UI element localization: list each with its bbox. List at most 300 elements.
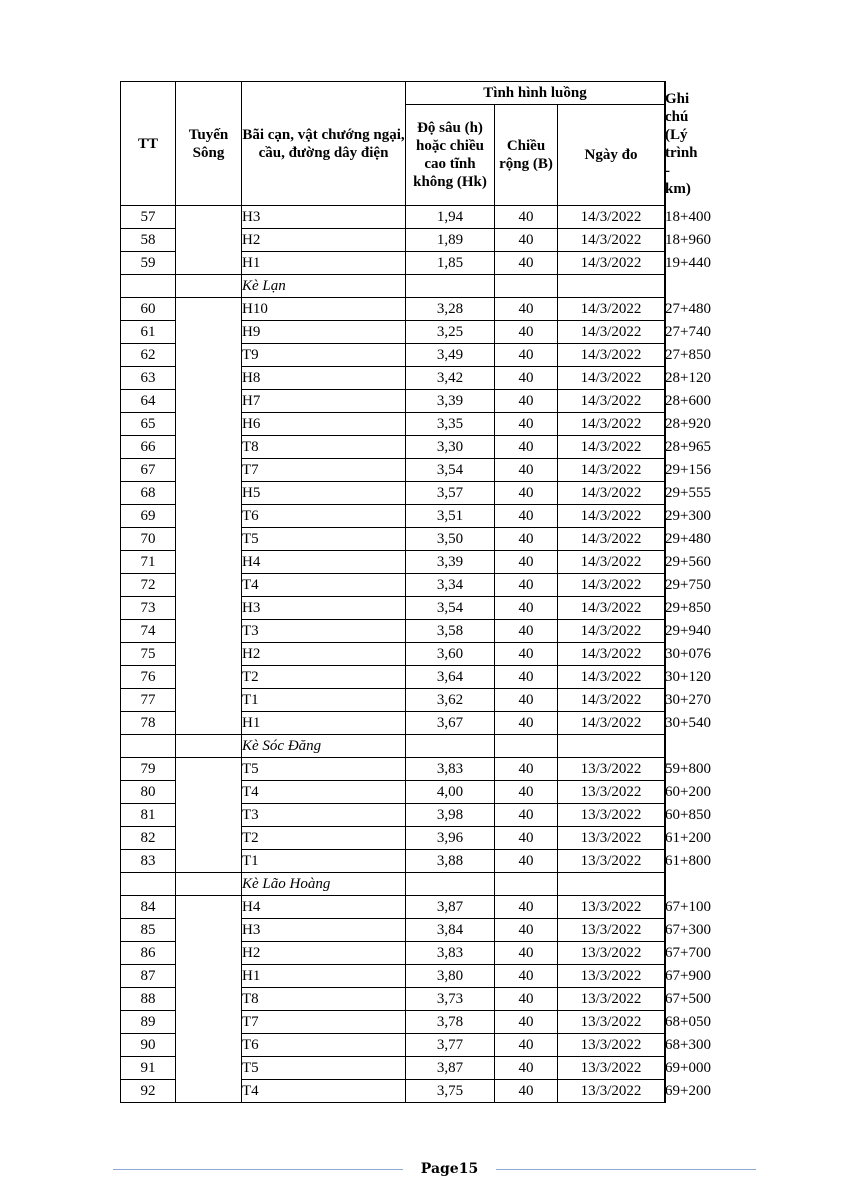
cell-tt: 67 bbox=[121, 459, 176, 482]
cell-tuyen-song bbox=[176, 367, 242, 390]
cell-date: 13/3/2022 bbox=[558, 1011, 665, 1034]
cell-depth: 3,75 bbox=[406, 1080, 495, 1103]
cell-depth: 1,94 bbox=[406, 206, 495, 229]
section-row bbox=[121, 275, 666, 298]
cell-name: T2 bbox=[242, 827, 406, 850]
cell-date: 14/3/2022 bbox=[558, 367, 665, 390]
cell-name: H2 bbox=[242, 229, 406, 252]
cell-depth bbox=[406, 735, 495, 758]
cell-tuyen-song bbox=[176, 712, 242, 735]
cell-width: 40 bbox=[495, 781, 558, 804]
cell-note: 29+300 bbox=[665, 505, 666, 528]
cell-tt: 79 bbox=[121, 758, 176, 781]
cell-name: T7 bbox=[242, 1011, 406, 1034]
header-bai-can: Bãi cạn, vật chướng ngại, cầu, đường dây điện bbox=[242, 82, 406, 206]
cell-tt: 58 bbox=[121, 229, 176, 252]
cell-note: 69+000 bbox=[665, 1057, 666, 1080]
cell-depth: 3,25 bbox=[406, 321, 495, 344]
cell-date: 13/3/2022 bbox=[558, 942, 665, 965]
cell-date: 13/3/2022 bbox=[558, 1034, 665, 1057]
cell-depth: 3,83 bbox=[406, 758, 495, 781]
cell-tt: 73 bbox=[121, 597, 176, 620]
cell-tuyen-song bbox=[176, 344, 242, 367]
cell-note: 68+050 bbox=[665, 1011, 666, 1034]
cell-name: H3 bbox=[242, 919, 406, 942]
header-tinh-hinh-luong: Tình hình luồng bbox=[406, 82, 665, 105]
cell-depth: 1,85 bbox=[406, 252, 495, 275]
cell-width: 40 bbox=[495, 919, 558, 942]
cell-width: 40 bbox=[495, 620, 558, 643]
table-row bbox=[121, 298, 666, 321]
cell-name: H8 bbox=[242, 367, 406, 390]
cell-tuyen-song bbox=[176, 229, 242, 252]
cell-note: 60+850 bbox=[665, 804, 666, 827]
cell-name: H1 bbox=[242, 252, 406, 275]
cell-width: 40 bbox=[495, 459, 558, 482]
cell-note: 18+400 bbox=[665, 206, 666, 229]
cell-note: 60+200 bbox=[665, 781, 666, 804]
table-row bbox=[121, 1011, 666, 1034]
cell-name: H3 bbox=[242, 206, 406, 229]
cell-width: 40 bbox=[495, 321, 558, 344]
cell-note: 28+120 bbox=[665, 367, 666, 390]
table-row bbox=[121, 344, 666, 367]
cell-depth: 3,39 bbox=[406, 390, 495, 413]
cell-depth: 4,00 bbox=[406, 781, 495, 804]
cell-name: H9 bbox=[242, 321, 406, 344]
cell-date: 14/3/2022 bbox=[558, 413, 665, 436]
cell-note: 61+800 bbox=[665, 850, 666, 873]
table-row bbox=[121, 574, 666, 597]
cell-tuyen-song bbox=[176, 390, 242, 413]
cell-name: T9 bbox=[242, 344, 406, 367]
cell-note: 28+600 bbox=[665, 390, 666, 413]
cell-tt: 92 bbox=[121, 1080, 176, 1103]
cell-depth: 3,88 bbox=[406, 850, 495, 873]
cell-tuyen-song bbox=[176, 689, 242, 712]
cell-tt: 74 bbox=[121, 620, 176, 643]
cell-width: 40 bbox=[495, 229, 558, 252]
cell-width: 40 bbox=[495, 482, 558, 505]
cell-tuyen-song bbox=[176, 551, 242, 574]
cell-date: 13/3/2022 bbox=[558, 1057, 665, 1080]
cell-depth: 3,49 bbox=[406, 344, 495, 367]
cell-width: 40 bbox=[495, 689, 558, 712]
cell-tuyen-song bbox=[176, 781, 242, 804]
table-header bbox=[121, 82, 698, 206]
cell-note: 29+940 bbox=[665, 620, 666, 643]
table-row bbox=[121, 804, 666, 827]
cell-date: 14/3/2022 bbox=[558, 666, 665, 689]
cell-width: 40 bbox=[495, 643, 558, 666]
cell-depth: 3,67 bbox=[406, 712, 495, 735]
cell-note: 29+156 bbox=[665, 459, 666, 482]
table-row bbox=[121, 206, 666, 229]
cell-width bbox=[495, 873, 558, 896]
table-row bbox=[121, 551, 666, 574]
page-number: Page15 bbox=[420, 1161, 479, 1177]
cell-name: T3 bbox=[242, 804, 406, 827]
cell-depth: 3,77 bbox=[406, 1034, 495, 1057]
cell-note: 67+300 bbox=[665, 919, 666, 942]
cell-tuyen-song bbox=[176, 919, 242, 942]
cell-width bbox=[495, 275, 558, 298]
cell-tuyen-song bbox=[176, 666, 242, 689]
cell-depth: 3,50 bbox=[406, 528, 495, 551]
cell-note: 30+076 bbox=[665, 643, 666, 666]
table-row bbox=[121, 505, 666, 528]
cell-width: 40 bbox=[495, 344, 558, 367]
cell-tt: 78 bbox=[121, 712, 176, 735]
cell-date: 14/3/2022 bbox=[558, 344, 665, 367]
cell-width: 40 bbox=[495, 367, 558, 390]
cell-date: 14/3/2022 bbox=[558, 689, 665, 712]
cell-depth: 3,80 bbox=[406, 965, 495, 988]
cell-name: H4 bbox=[242, 551, 406, 574]
cell-tuyen-song bbox=[176, 505, 242, 528]
cell-width: 40 bbox=[495, 252, 558, 275]
cell-width: 40 bbox=[495, 827, 558, 850]
cell-note: 29+850 bbox=[665, 597, 666, 620]
cell-name: H5 bbox=[242, 482, 406, 505]
section-title: Kè Lão Hoàng bbox=[242, 873, 406, 896]
cell-tuyen-song bbox=[176, 643, 242, 666]
cell-depth: 3,64 bbox=[406, 666, 495, 689]
cell-depth: 3,73 bbox=[406, 988, 495, 1011]
cell-tt bbox=[121, 735, 176, 758]
cell-tuyen-song bbox=[176, 275, 242, 298]
cell-date: 14/3/2022 bbox=[558, 229, 665, 252]
cell-note: 29+750 bbox=[665, 574, 666, 597]
table-body bbox=[121, 206, 711, 1103]
cell-date: 14/3/2022 bbox=[558, 528, 665, 551]
section-row bbox=[121, 735, 666, 758]
cell-depth: 3,51 bbox=[406, 505, 495, 528]
table-row bbox=[121, 413, 666, 436]
cell-note: 67+900 bbox=[665, 965, 666, 988]
cell-tuyen-song bbox=[176, 321, 242, 344]
cell-depth: 1,89 bbox=[406, 229, 495, 252]
table-row bbox=[121, 643, 666, 666]
cell-width: 40 bbox=[495, 666, 558, 689]
cell-date bbox=[558, 735, 665, 758]
cell-tuyen-song bbox=[176, 896, 242, 919]
cell-width: 40 bbox=[495, 758, 558, 781]
cell-width: 40 bbox=[495, 1034, 558, 1057]
cell-name: T8 bbox=[242, 436, 406, 459]
cell-width: 40 bbox=[495, 390, 558, 413]
table-row bbox=[121, 689, 666, 712]
cell-width: 40 bbox=[495, 298, 558, 321]
header-chieu-rong: Chiều rộng (B) bbox=[495, 105, 558, 206]
table-row bbox=[121, 229, 666, 252]
cell-depth: 3,60 bbox=[406, 643, 495, 666]
cell-tuyen-song bbox=[176, 850, 242, 873]
cell-tt: 85 bbox=[121, 919, 176, 942]
cell-tt: 82 bbox=[121, 827, 176, 850]
table-row bbox=[121, 367, 666, 390]
section-title: Kè Sóc Đăng bbox=[242, 735, 406, 758]
table-row bbox=[121, 758, 666, 781]
cell-depth: 3,34 bbox=[406, 574, 495, 597]
cell-name: T6 bbox=[242, 1034, 406, 1057]
cell-date: 13/3/2022 bbox=[558, 758, 665, 781]
cell-tuyen-song bbox=[176, 735, 242, 758]
cell-name: H10 bbox=[242, 298, 406, 321]
table-row bbox=[121, 1080, 666, 1103]
cell-note: 30+120 bbox=[665, 666, 666, 689]
table-row bbox=[121, 781, 666, 804]
cell-note: 68+300 bbox=[665, 1034, 666, 1057]
cell-tt: 90 bbox=[121, 1034, 176, 1057]
cell-depth: 3,96 bbox=[406, 827, 495, 850]
cell-date: 13/3/2022 bbox=[558, 781, 665, 804]
table-row bbox=[121, 1034, 666, 1057]
cell-tuyen-song bbox=[176, 528, 242, 551]
table-row bbox=[121, 712, 666, 735]
cell-name: T4 bbox=[242, 1080, 406, 1103]
cell-date: 13/3/2022 bbox=[558, 965, 665, 988]
table-row bbox=[121, 942, 666, 965]
cell-date: 13/3/2022 bbox=[558, 1080, 665, 1103]
cell-width: 40 bbox=[495, 965, 558, 988]
cell-name: T4 bbox=[242, 781, 406, 804]
cell-note: 29+555 bbox=[665, 482, 666, 505]
cell-tt: 83 bbox=[121, 850, 176, 873]
cell-note: 29+480 bbox=[665, 528, 666, 551]
cell-tt: 87 bbox=[121, 965, 176, 988]
cell-note: 18+960 bbox=[665, 229, 666, 252]
table-row bbox=[121, 827, 666, 850]
footer-rule-right bbox=[496, 1169, 756, 1170]
cell-date: 14/3/2022 bbox=[558, 321, 665, 344]
header-tt: TT bbox=[121, 82, 176, 206]
cell-depth: 3,98 bbox=[406, 804, 495, 827]
cell-note: 28+920 bbox=[665, 413, 666, 436]
cell-note: 28+965 bbox=[665, 436, 666, 459]
cell-tt: 84 bbox=[121, 896, 176, 919]
cell-tuyen-song bbox=[176, 758, 242, 781]
footer-rule-left bbox=[113, 1169, 403, 1170]
header-tuyen-song: Tuyến Sông bbox=[176, 82, 242, 206]
cell-tt: 81 bbox=[121, 804, 176, 827]
cell-width: 40 bbox=[495, 712, 558, 735]
cell-tuyen-song bbox=[176, 459, 242, 482]
cell-note bbox=[665, 275, 666, 298]
cell-date: 14/3/2022 bbox=[558, 482, 665, 505]
cell-date: 14/3/2022 bbox=[558, 206, 665, 229]
cell-date: 14/3/2022 bbox=[558, 551, 665, 574]
section-title: Kè Lạn bbox=[242, 275, 406, 298]
cell-note: 29+560 bbox=[665, 551, 666, 574]
cell-name: T6 bbox=[242, 505, 406, 528]
cell-width: 40 bbox=[495, 942, 558, 965]
cell-note: 67+700 bbox=[665, 942, 666, 965]
cell-date: 13/3/2022 bbox=[558, 988, 665, 1011]
cell-date: 13/3/2022 bbox=[558, 896, 665, 919]
cell-note: 59+800 bbox=[665, 758, 666, 781]
header-ngay-do: Ngày đo bbox=[558, 105, 665, 206]
cell-tt: 86 bbox=[121, 942, 176, 965]
cell-depth: 3,54 bbox=[406, 597, 495, 620]
cell-tt: 72 bbox=[121, 574, 176, 597]
cell-date bbox=[558, 873, 665, 896]
cell-tt: 80 bbox=[121, 781, 176, 804]
cell-name: T4 bbox=[242, 574, 406, 597]
cell-date: 13/3/2022 bbox=[558, 827, 665, 850]
cell-tt bbox=[121, 275, 176, 298]
cell-tuyen-song bbox=[176, 574, 242, 597]
cell-tuyen-song bbox=[176, 873, 242, 896]
cell-tt: 64 bbox=[121, 390, 176, 413]
cell-width bbox=[495, 735, 558, 758]
cell-width: 40 bbox=[495, 551, 558, 574]
cell-tt: 88 bbox=[121, 988, 176, 1011]
cell-width: 40 bbox=[495, 896, 558, 919]
cell-name: H2 bbox=[242, 643, 406, 666]
river-channel-table bbox=[120, 81, 711, 1103]
cell-tt: 69 bbox=[121, 505, 176, 528]
header-ghi-chu: Ghi chú (Lý trình - km) bbox=[665, 82, 666, 206]
cell-width: 40 bbox=[495, 988, 558, 1011]
cell-depth: 3,57 bbox=[406, 482, 495, 505]
cell-tuyen-song bbox=[176, 597, 242, 620]
cell-tt: 77 bbox=[121, 689, 176, 712]
cell-width: 40 bbox=[495, 1080, 558, 1103]
cell-depth: 3,30 bbox=[406, 436, 495, 459]
table-row bbox=[121, 965, 666, 988]
cell-tt: 62 bbox=[121, 344, 176, 367]
cell-depth: 3,54 bbox=[406, 459, 495, 482]
cell-name: H1 bbox=[242, 712, 406, 735]
cell-date: 14/3/2022 bbox=[558, 712, 665, 735]
cell-tt: 75 bbox=[121, 643, 176, 666]
cell-note: 67+100 bbox=[665, 896, 666, 919]
cell-tuyen-song bbox=[176, 942, 242, 965]
cell-date: 14/3/2022 bbox=[558, 597, 665, 620]
cell-note bbox=[665, 873, 666, 896]
cell-tt: 60 bbox=[121, 298, 176, 321]
cell-tt: 71 bbox=[121, 551, 176, 574]
table-row bbox=[121, 459, 666, 482]
cell-width: 40 bbox=[495, 804, 558, 827]
cell-width: 40 bbox=[495, 206, 558, 229]
cell-date: 14/3/2022 bbox=[558, 643, 665, 666]
cell-tt: 63 bbox=[121, 367, 176, 390]
cell-note: 27+480 bbox=[665, 298, 666, 321]
cell-name: T1 bbox=[242, 689, 406, 712]
cell-date: 14/3/2022 bbox=[558, 390, 665, 413]
cell-name: T1 bbox=[242, 850, 406, 873]
cell-name: T3 bbox=[242, 620, 406, 643]
cell-tuyen-song bbox=[176, 482, 242, 505]
cell-tt bbox=[121, 873, 176, 896]
cell-name: T2 bbox=[242, 666, 406, 689]
cell-depth: 3,84 bbox=[406, 919, 495, 942]
cell-name: T7 bbox=[242, 459, 406, 482]
cell-note bbox=[665, 735, 666, 758]
table-row bbox=[121, 850, 666, 873]
cell-date: 13/3/2022 bbox=[558, 850, 665, 873]
cell-note: 61+200 bbox=[665, 827, 666, 850]
table-row bbox=[121, 252, 666, 275]
cell-width: 40 bbox=[495, 528, 558, 551]
cell-name: T5 bbox=[242, 528, 406, 551]
cell-date: 14/3/2022 bbox=[558, 505, 665, 528]
cell-tt: 66 bbox=[121, 436, 176, 459]
cell-depth: 3,28 bbox=[406, 298, 495, 321]
cell-date: 14/3/2022 bbox=[558, 459, 665, 482]
table-row bbox=[121, 988, 666, 1011]
cell-note: 30+270 bbox=[665, 689, 666, 712]
table-row bbox=[121, 896, 666, 919]
cell-tt: 76 bbox=[121, 666, 176, 689]
cell-tt: 91 bbox=[121, 1057, 176, 1080]
cell-width: 40 bbox=[495, 413, 558, 436]
page-footer bbox=[0, 1158, 849, 1182]
cell-tuyen-song bbox=[176, 413, 242, 436]
cell-date: 14/3/2022 bbox=[558, 298, 665, 321]
cell-name: T8 bbox=[242, 988, 406, 1011]
cell-depth: 3,83 bbox=[406, 942, 495, 965]
cell-width: 40 bbox=[495, 1011, 558, 1034]
cell-name: H7 bbox=[242, 390, 406, 413]
cell-depth: 3,39 bbox=[406, 551, 495, 574]
cell-tuyen-song bbox=[176, 1011, 242, 1034]
cell-note: 69+200 bbox=[665, 1080, 666, 1103]
cell-depth bbox=[406, 873, 495, 896]
table-row bbox=[121, 321, 666, 344]
cell-depth bbox=[406, 275, 495, 298]
cell-name: H6 bbox=[242, 413, 406, 436]
cell-tuyen-song bbox=[176, 827, 242, 850]
cell-date: 14/3/2022 bbox=[558, 436, 665, 459]
cell-tuyen-song bbox=[176, 1034, 242, 1057]
cell-depth: 3,87 bbox=[406, 896, 495, 919]
table-row bbox=[121, 436, 666, 459]
cell-tt: 65 bbox=[121, 413, 176, 436]
cell-tt: 57 bbox=[121, 206, 176, 229]
cell-width: 40 bbox=[495, 505, 558, 528]
table-row bbox=[121, 620, 666, 643]
table-row bbox=[121, 666, 666, 689]
cell-tuyen-song bbox=[176, 988, 242, 1011]
cell-name: H1 bbox=[242, 965, 406, 988]
cell-tuyen-song bbox=[176, 1057, 242, 1080]
cell-name: T5 bbox=[242, 1057, 406, 1080]
cell-tuyen-song bbox=[176, 965, 242, 988]
cell-date: 14/3/2022 bbox=[558, 574, 665, 597]
cell-tt: 89 bbox=[121, 1011, 176, 1034]
table-row bbox=[121, 482, 666, 505]
cell-note: 30+540 bbox=[665, 712, 666, 735]
cell-width: 40 bbox=[495, 436, 558, 459]
cell-date: 13/3/2022 bbox=[558, 919, 665, 942]
cell-name: H3 bbox=[242, 597, 406, 620]
table-row bbox=[121, 390, 666, 413]
cell-tuyen-song bbox=[176, 1080, 242, 1103]
cell-tt: 68 bbox=[121, 482, 176, 505]
cell-tt: 70 bbox=[121, 528, 176, 551]
cell-tuyen-song bbox=[176, 620, 242, 643]
cell-tuyen-song bbox=[176, 436, 242, 459]
cell-note: 27+740 bbox=[665, 321, 666, 344]
cell-width: 40 bbox=[495, 850, 558, 873]
cell-name: H4 bbox=[242, 896, 406, 919]
cell-tuyen-song bbox=[176, 252, 242, 275]
cell-depth: 3,58 bbox=[406, 620, 495, 643]
cell-date: 14/3/2022 bbox=[558, 252, 665, 275]
